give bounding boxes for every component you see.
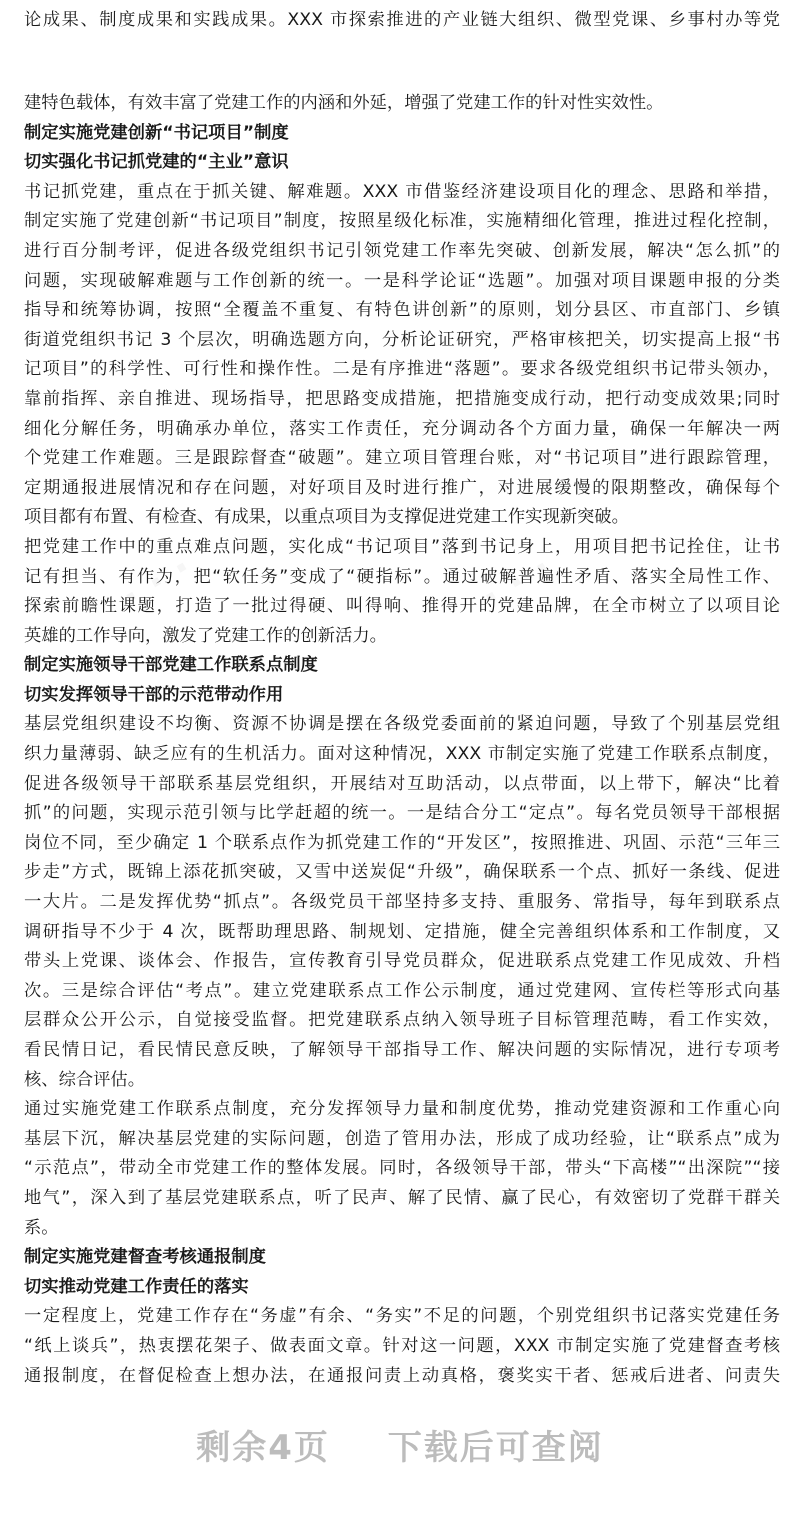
- text-line: [24, 0, 780, 6]
- text-line: “示范点”，带动全市党建工作的整体发展。同时，各级领导干部，带头“下高楼”“出深院”“接: [24, 1158, 780, 1179]
- text-line: 论成果、制度成果和实践成果。XXX 市探索推进的产业链大组织、微型党课、乡事村办等党: [24, 10, 780, 30]
- text-line: 看民情日记，看民情民意反映，了解领导干部指导工作、解决问题的实际情况，进行专项考: [24, 1040, 780, 1060]
- text-line: 地气”，深入到了基层党建联系点，听了民声、解了民情、赢了民心，有效密切了党群干群关: [24, 1187, 780, 1208]
- text-line: 靠前指挥、亲自推进、现场指导，把思路变成措施，把措施变成行动，把行动变成效果;同时: [24, 388, 780, 409]
- text-line: 街道党组织书记 3 个层次，明确选题方向，分析论证研究，严格审核把关，切实提高上报“书: [24, 329, 780, 350]
- download-prompt[interactable]: [0, 1420, 800, 1469]
- text-line: 个党建工作难题。三是跟踪督查“破题”。建立项目管理台账，对“书记项目”进行跟踪管理，: [24, 448, 780, 469]
- text-line: 进行百分制考评，促进各级党组织书记引领党建工作率先突破、创新发展，解决“怎么抓”的: [24, 240, 780, 261]
- text-line: “纸上谈兵”，热衷摆花架子、做表面文章。针对这一问题，XXX 市制定实施了党建督查考核: [24, 1335, 780, 1356]
- text-line: 抓”的问题，实现示范引领与比学赶超的统一。一是结合分工“定点”。每名党员领导干部根据: [24, 803, 780, 824]
- text-line: 基层下沉，解决基层党建的实际问题，创造了管用办法，形成了成功经验，让“联系点”成为: [24, 1128, 780, 1149]
- text-line: 细化分解任务，明确承办单位，落实工作责任，充分调动各个方面力量，确保一年解决一两: [24, 418, 780, 439]
- text-line: 指导和统筹协调，按照“全覆盖不重复、有特色讲创新”的原则，划分县区、市直部门、乡镇: [24, 300, 780, 321]
- text-line: 书记抓党建，重点在于抓关键、解难题。XXX 市借鉴经济建设项目化的理念、思路和举措，: [24, 181, 780, 202]
- text-line: 一大片。二是发挥优势“抓点”。各级党员干部坚持多支持、重服务、常指导，每年到联系点: [24, 892, 780, 913]
- download-to-view-label: 下载后可查阅: [387, 1428, 604, 1468]
- text-line: 通过实施党建工作联系点制度，充分发挥领导力量和制度优势，推动党建资源和工作重心向: [24, 1099, 780, 1120]
- text-line: 步走”方式，既锦上添花抓突破，又雪中送炭促“升级”，确保联系一个点、抓好一条线、促进: [24, 862, 780, 883]
- text-line: 把党建工作中的重点难点问题，实化成“书记项目”落到书记身上，用项目把书记拴住，让书: [24, 536, 780, 557]
- text-line: 层群众公开公示，自觉接受监督。把党建联系点纳入领导班子目标管理范畴，看工作实效，: [24, 1010, 780, 1031]
- text-line: 促进各级领导干部联系基层党组织，开展结对互助活动，以点带面，以上带下，解决“比着: [24, 773, 780, 794]
- text-line: 制定实施了党建创新“书记项目”制度，按照星级化标准，实施精细化管理，推进过程化控制，: [24, 211, 780, 232]
- text-line: 通报制度，在督促检查上想办法，在通报问责上动真格，褒奖实干者、惩戒后进者、问责失: [24, 1365, 780, 1386]
- text-line: 岗位不同，至少确定 1 个联系点作为抓党建工作的“开发区”，按照推进、巩固、示范“三年三: [24, 832, 780, 853]
- text-line: 核、综合评估。: [24, 1069, 145, 1090]
- text-line: 记项目”的科学性、可行性和操作性。二是有序推进“落题”。要求各级党组织书记带头领办，: [24, 359, 780, 380]
- text-line: 一定程度上，党建工作存在“务虚”有余、“务实”不足的问题，个别党组织书记落实党建任务: [24, 1306, 780, 1327]
- remaining-pages-label: 剩余4页: [196, 1428, 330, 1468]
- text-line: 项目都有布置、有检查、有成果，以重点项目为支撑促进党建工作实现新突破。: [24, 507, 629, 528]
- text-line: 问题，实现破解难题与工作创新的统一。一是科学论证“选题”。加强对项目课题申报的分类: [24, 270, 780, 291]
- section-heading: 制定实施领导干部党建工作联系点制度: [24, 655, 318, 676]
- text-line: 调研指导不少于 4 次，既帮助理思路、制规划、定措施，健全完善组织体系和工作制度，又: [24, 921, 780, 942]
- text-line: 系。: [24, 1217, 59, 1238]
- text-line: 次。三是综合评估“考点”。建立党建联系点工作公示制度，通过党建网、宣传栏等形式向基: [24, 980, 780, 1001]
- text-line: 记有担当、有作为，把“软任务”变成了“硬指标”。通过破解普遍性矛盾、落实全局性工作、: [24, 566, 780, 587]
- text-line: 基层党组织建设不均衡、资源不协调是摆在各级党委面前的紧迫问题，导致了个别基层党组: [24, 714, 780, 735]
- section-subheading: 切实强化书记抓党建的“主业”意识: [24, 152, 289, 173]
- section-subheading: 切实推动党建工作责任的落实: [24, 1276, 249, 1297]
- section-subheading: 切实发挥领导干部的示范带动作用: [24, 684, 284, 705]
- text-line: 探索前瞻性课题，打造了一批过得硬、叫得响、推得开的党建品牌，在全市树立了以项目论: [24, 596, 780, 617]
- paragraph-fragment: [24, 6, 780, 36]
- section-heading: 制定实施党建督查考核通报制度: [24, 1247, 266, 1268]
- text-line: 织力量薄弱、缺乏应有的生机活力。面对这种情况，XXX 市制定实施了党建工作联系点制度，: [24, 744, 780, 765]
- text-line: 英雄的工作导向，激发了党建工作的创新活力。: [24, 625, 387, 646]
- text-line: 建特色载体，有效丰富了党建工作的内涵和外延，增强了党建工作的针对性实效性。: [24, 93, 664, 113]
- section-heading: 制定实施党建创新“书记项目”制度: [24, 122, 289, 143]
- text-line: 带头上党课、谈体会、作报告，宣传教育引导党员群众，促进联系点党建工作见成效、升档: [24, 951, 780, 972]
- text-line: 定期通报进展情况和存在问题，对好项目及时进行推广，对进展缓慢的限期整改，确保每个: [24, 477, 780, 498]
- document-body: [24, 89, 780, 1391]
